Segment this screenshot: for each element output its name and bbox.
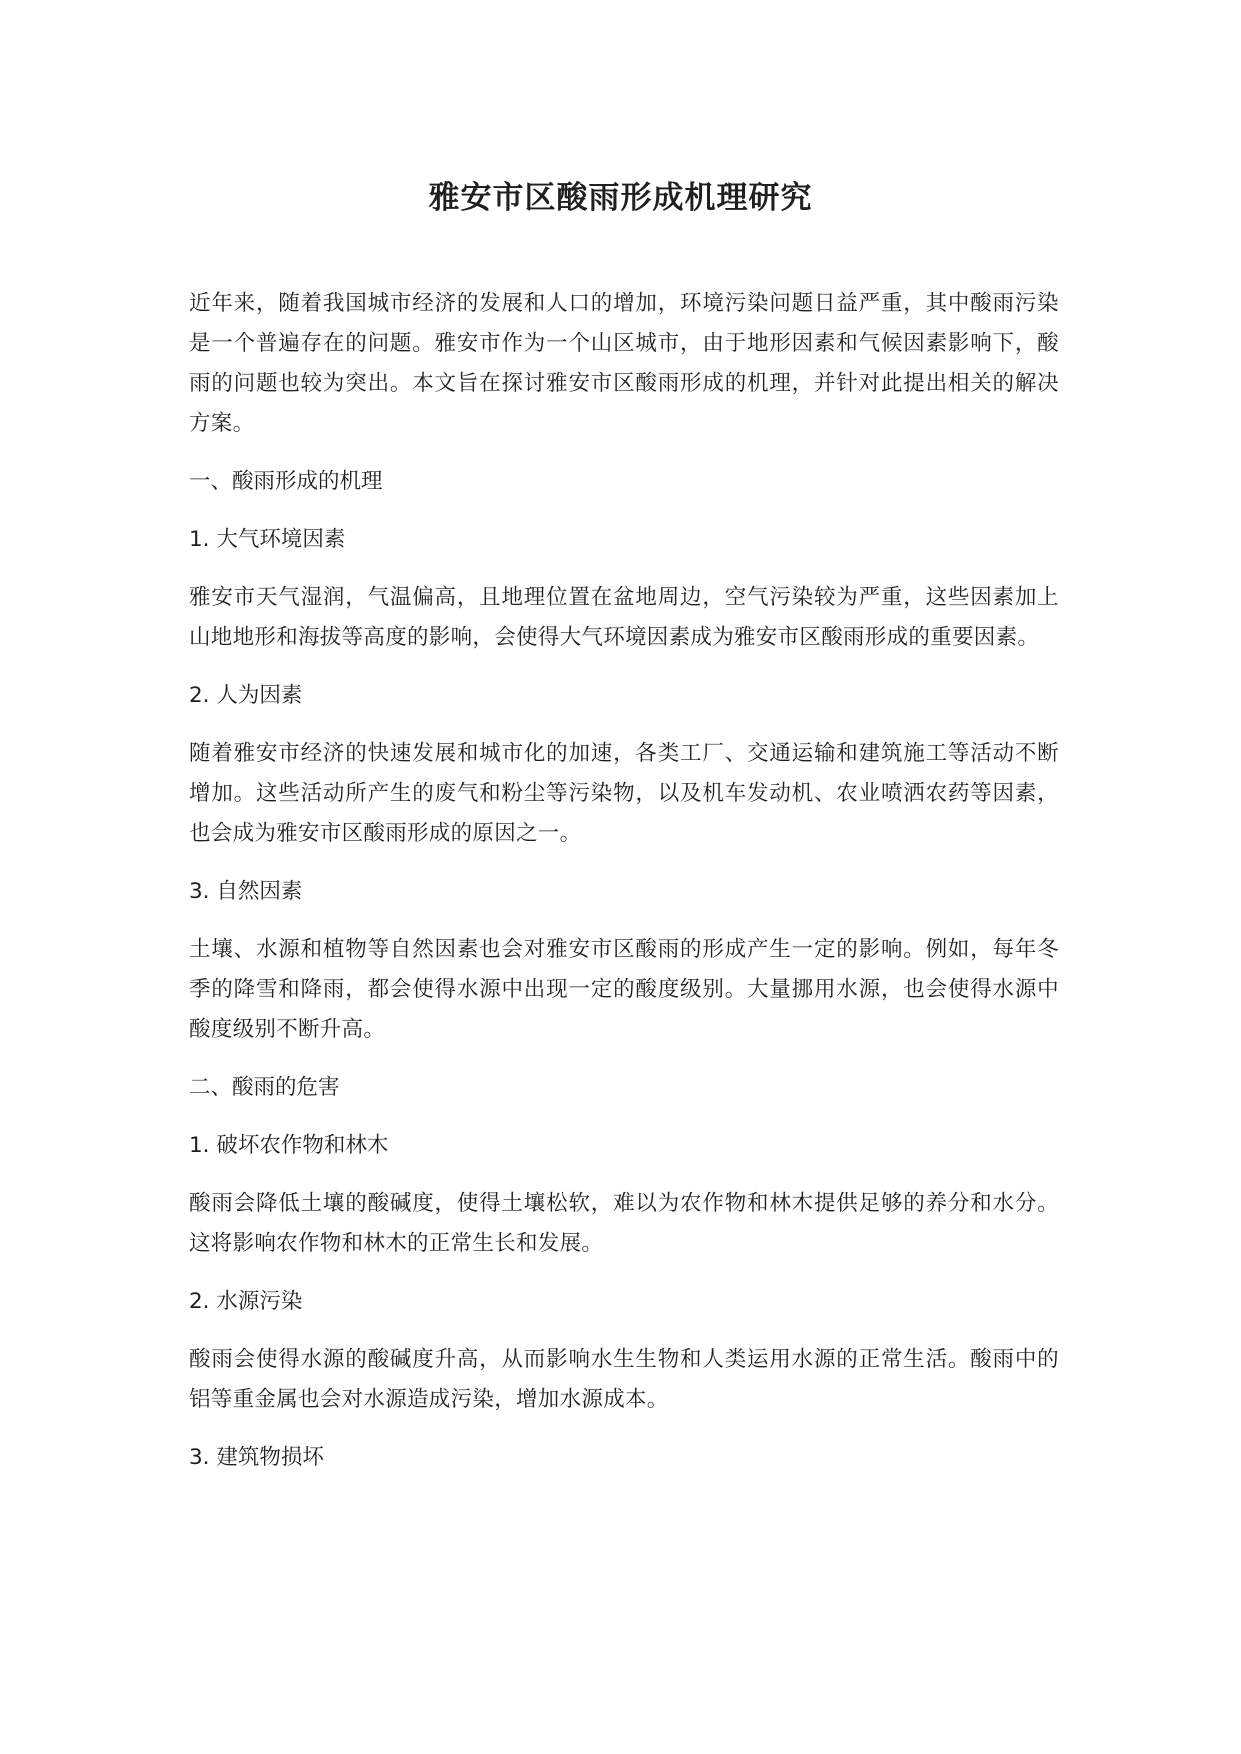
subheading-water: 2. 水源污染	[189, 1289, 303, 1314]
section-heading-mechanism: 一、酸雨形成的机理	[189, 469, 383, 494]
paragraph-atmosphere: 雅安市天气湿润，气温偏高，且地理位置在盆地周边，空气污染较为严重，这些因素加上山地地形和海拔等高度的影响，会使得大气环境因素成为雅安市区酸雨形成的重要因素。	[189, 585, 1059, 650]
subheading-buildings: 3. 建筑物损坏	[189, 1445, 324, 1470]
paragraph-human: 随着雅安市经济的快速发展和城市化的加速，各类工厂、交通运输和建筑施工等活动不断增加。这些活动所产生的废气和粉尘等污染物，以及机车发动机、农业喷洒农药等因素，也会成为雅安市区酸雨形成的原因之一。	[189, 741, 1059, 846]
document-title: 雅安市区酸雨形成机理研究	[428, 180, 813, 216]
subheading-natural: 3. 自然因素	[189, 879, 303, 904]
section-heading-hazards: 二、酸雨的危害	[189, 1075, 340, 1100]
paragraph-crops: 酸雨会降低土壤的酸碱度，使得土壤松软，难以为农作物和林木提供足够的养分和水分。这将影响农作物和林木的正常生长和发展。	[189, 1191, 1059, 1256]
document-body	[189, 284, 1059, 1496]
paragraph-water: 酸雨会使得水源的酸碱度升高，从而影响水生生物和人类运用水源的正常生活。酸雨中的铝等重金属也会对水源造成污染，增加水源成本。	[189, 1347, 1059, 1412]
paragraph-natural: 土壤、水源和植物等自然因素也会对雅安市区酸雨的形成产生一定的影响。例如，每年冬季的降雪和降雨，都会使得水源中出现一定的酸度级别。大量挪用水源，也会使得水源中酸度级别不断升高。	[189, 937, 1059, 1042]
subheading-crops: 1. 破坏农作物和林木	[189, 1133, 389, 1158]
intro-paragraph: 近年来，随着我国城市经济的发展和人口的增加，环境污染问题日益严重，其中酸雨污染是一个普遍存在的问题。雅安市作为一个山区城市，由于地形因素和气候因素影响下，酸雨的问题也较为突出。本文旨在探讨雅安市区酸雨形成的机理，并针对此提出相关的解决方案。	[189, 291, 1059, 436]
subheading-atmosphere: 1. 大气环境因素	[189, 527, 346, 552]
subheading-human: 2. 人为因素	[189, 683, 303, 708]
